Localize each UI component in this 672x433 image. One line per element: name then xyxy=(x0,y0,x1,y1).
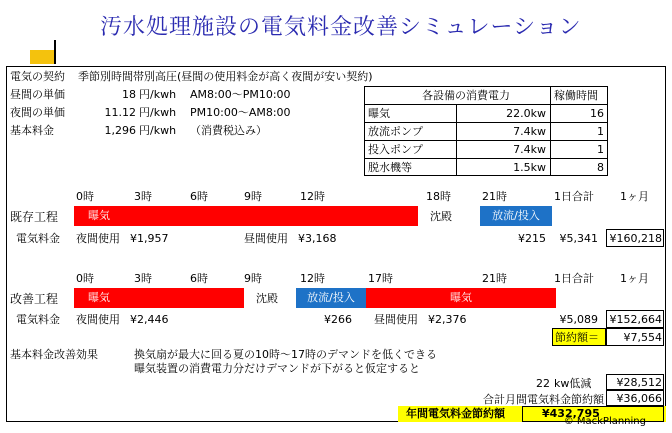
night-hours: PM10:00～AM8:00 xyxy=(190,106,291,119)
improved-day-label: 昼間使用 xyxy=(374,313,418,326)
improved-monthly-total: ¥152,664 xyxy=(609,313,662,326)
equipment-power: 1.5kw xyxy=(513,161,546,174)
base-price-label: 基本料金 xyxy=(10,124,54,137)
improved-day-cost: ¥2,376 xyxy=(428,313,467,326)
improved-night-label: 夜間使用 xyxy=(76,313,120,326)
time-tick: 18時 xyxy=(426,190,451,203)
existing-monthly-total: ¥160,218 xyxy=(609,232,662,245)
time-tick: 9時 xyxy=(244,272,262,285)
base-effect-line2: 曝気装置の消費電力分だけデマンドが下がると仮定すると xyxy=(134,362,420,375)
daily-total-header: 1日合計 xyxy=(554,190,594,203)
existing-day-label: 昼間使用 xyxy=(244,232,288,245)
base-price: 1,296 xyxy=(104,124,136,137)
improved-daily-total: ¥5,089 xyxy=(559,313,598,326)
existing-night-cost: ¥1,957 xyxy=(130,232,169,245)
monthly-header: 1ヶ月 xyxy=(620,272,649,285)
daily-total-header: 1日合計 xyxy=(554,272,594,285)
equipment-power: 7.4kw xyxy=(513,125,546,138)
base-effect-label: 基本料金改善効果 xyxy=(10,348,98,361)
equipment-header: 各設備の消費電力 xyxy=(422,89,510,102)
improved-mid-cost: ¥266 xyxy=(324,313,352,326)
accent-block xyxy=(30,50,55,64)
time-tick: 12時 xyxy=(300,190,325,203)
contract-label: 電気の契約 xyxy=(10,70,65,83)
night-price-label: 夜間の単価 xyxy=(10,106,65,119)
annual-savings-amount: ¥432,795 xyxy=(542,407,600,420)
annual-savings-label: 年間電気料金節約額 xyxy=(406,407,505,420)
equipment-hours: 1 xyxy=(597,125,604,138)
savings-amount: ¥7,554 xyxy=(623,331,662,344)
existing-process-label: 既存工程 xyxy=(10,210,59,224)
time-tick: 6時 xyxy=(190,272,208,285)
copyright: © MackPlanning xyxy=(563,416,646,427)
improved-process-label: 改善工程 xyxy=(10,292,59,306)
time-tick: 0時 xyxy=(76,190,94,203)
equipment-hours: 16 xyxy=(590,107,604,120)
day-price: 18 xyxy=(122,88,136,101)
improved-aeration-bar-2: 曝気 xyxy=(366,288,556,308)
kw-amount: ¥28,512 xyxy=(616,376,662,389)
contract-value: 季節別時間帯別高圧(昼間の使用料金が高く夜間が安い契約) xyxy=(78,70,373,83)
hours-header: 稼働時間 xyxy=(554,89,598,102)
time-tick: 12時 xyxy=(300,272,325,285)
equipment-name: 放流ポンプ xyxy=(368,125,423,138)
improved-discharge-bar: 放流/投入 xyxy=(296,288,366,308)
existing-night-label: 夜間使用 xyxy=(76,232,120,245)
day-price-unit: 円/kwh xyxy=(139,88,177,101)
kw-label: kw低減 xyxy=(554,377,592,390)
equipment-hours: 8 xyxy=(597,161,604,174)
equipment-name: 投入ポンプ xyxy=(368,143,423,156)
accent-line xyxy=(54,40,56,64)
day-price-label: 昼間の単価 xyxy=(10,88,65,101)
spreadsheet xyxy=(6,66,666,422)
night-price: 11.12 xyxy=(104,106,136,119)
existing-day-cost: ¥3,168 xyxy=(298,232,337,245)
time-tick: 3時 xyxy=(134,190,152,203)
improved-night-cost: ¥2,446 xyxy=(130,313,169,326)
base-effect-line1: 換気扇が最大に回る夏の10時～17時のデマンドを低くできる xyxy=(134,348,437,361)
base-price-unit: 円/kwh xyxy=(139,124,177,137)
improved-aeration-bar-1: 曝気 xyxy=(74,288,244,308)
equipment-name: 脱水機等 xyxy=(368,161,412,174)
time-tick: 9時 xyxy=(244,190,262,203)
equipment-power: 22.0kw xyxy=(506,107,546,120)
time-tick: 0時 xyxy=(76,272,94,285)
improved-sedimentation: 沈殿 xyxy=(256,292,278,305)
monthly-savings-label: 合計月間電気料金節約額 xyxy=(483,393,604,406)
improved-cost-label: 電気料金 xyxy=(16,313,60,326)
monthly-header: 1ヶ月 xyxy=(620,190,649,203)
tax-note: （消費税込み） xyxy=(190,124,267,137)
existing-sedimentation: 沈殿 xyxy=(430,210,452,223)
existing-daily-total: ¥5,341 xyxy=(559,232,598,245)
time-tick: 3時 xyxy=(134,272,152,285)
equipment-hours: 1 xyxy=(597,143,604,156)
monthly-savings-amount: ¥36,066 xyxy=(616,392,662,405)
page-title: 汚水処理施設の電気料金改善シミュレーション xyxy=(100,15,582,40)
existing-discharge-bar: 放流/投入 xyxy=(480,206,552,226)
kw-reduction: 22 xyxy=(536,377,550,390)
night-price-unit: 円/kwh xyxy=(139,106,177,119)
time-tick: 21時 xyxy=(482,272,507,285)
savings-label: 節約額＝ xyxy=(555,331,599,344)
equipment-power: 7.4kw xyxy=(513,143,546,156)
time-tick: 17時 xyxy=(368,272,393,285)
day-hours: AM8:00～PM10:00 xyxy=(190,88,291,101)
existing-late-cost: ¥215 xyxy=(518,232,546,245)
existing-cost-label: 電気料金 xyxy=(16,232,60,245)
equipment-name: 曝気 xyxy=(368,107,390,120)
time-tick: 6時 xyxy=(190,190,208,203)
existing-aeration-bar: 曝気 xyxy=(74,206,418,226)
time-tick: 21時 xyxy=(482,190,507,203)
